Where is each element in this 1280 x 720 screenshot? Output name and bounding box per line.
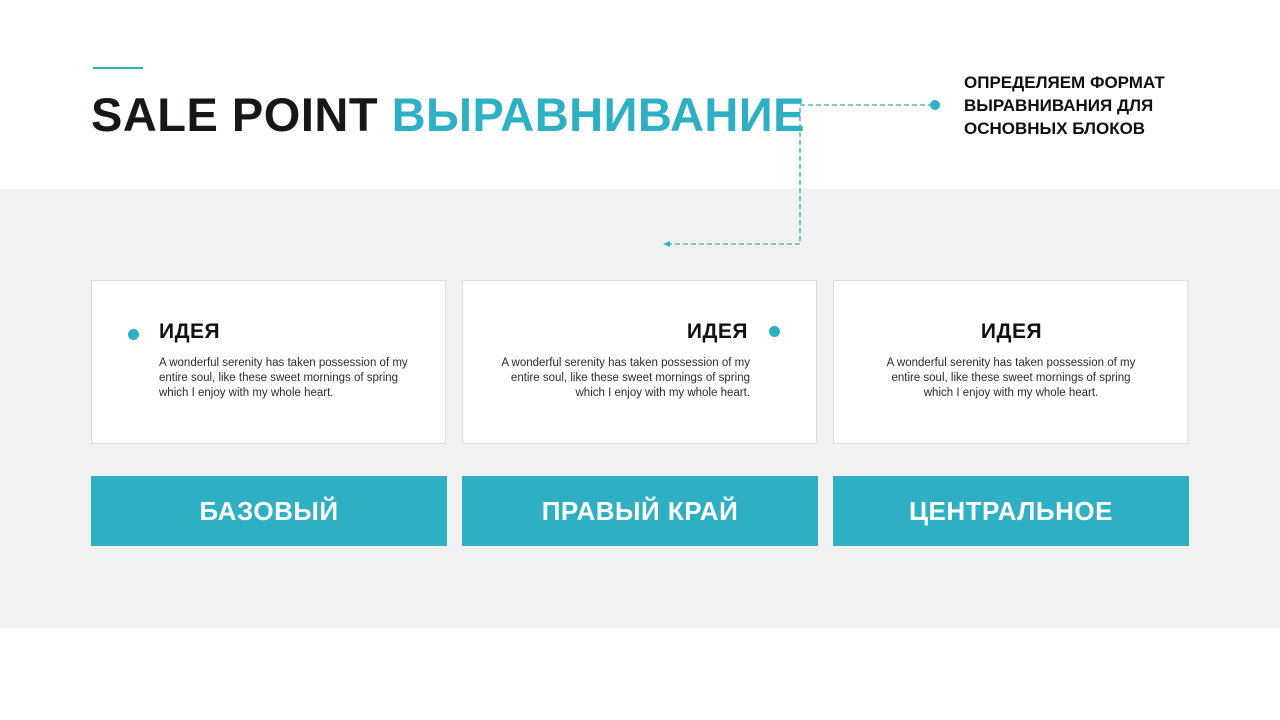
card-title: ИДЕЯ [159,320,221,343]
bullet-dot-icon [769,326,780,337]
card-title: ИДЕЯ [980,320,1043,343]
page-title-highlight: ВЫРАВНИВАНИЕ [391,88,805,141]
page-title-main: SALE POINT [91,88,379,141]
basic-alignment-button[interactable]: БАЗОВЫЙ [91,476,447,546]
callout-note: ОПРЕДЕЛЯЕМ ФОРМАТ ВЫРАВНИВАНИЯ ДЛЯ ОСНОВНЫХ БЛОКОВ [964,73,1165,138]
card-text: A wonderful serenity has taken possession of my entire soul, like these sweet mornings of spring which I enjoy with my whole heart. [159,357,408,399]
card-text: A wonderful serenity has taken possession of my entire soul, like these sweet mornings of spring which I enjoy with my whole heart. [886,357,1136,399]
connector-line [668,105,933,244]
arrow-head-icon [663,241,670,247]
card-title: ИДЕЯ [686,320,748,343]
idea-card-right [462,280,817,444]
card-text: A wonderful serenity has taken possession of my entire soul, like these sweet mornings of spring which I enjoy with my whole heart. [501,357,750,399]
center-alignment-button[interactable]: ЦЕНТРАЛЬНОЕ [833,476,1189,546]
idea-card-left [91,280,446,444]
connector-dot-icon [930,100,940,110]
idea-card-center [833,280,1188,444]
right-edge-alignment-button[interactable]: ПРАВЫЙ КРАЙ [462,476,818,546]
bullet-dot-icon [128,329,139,340]
